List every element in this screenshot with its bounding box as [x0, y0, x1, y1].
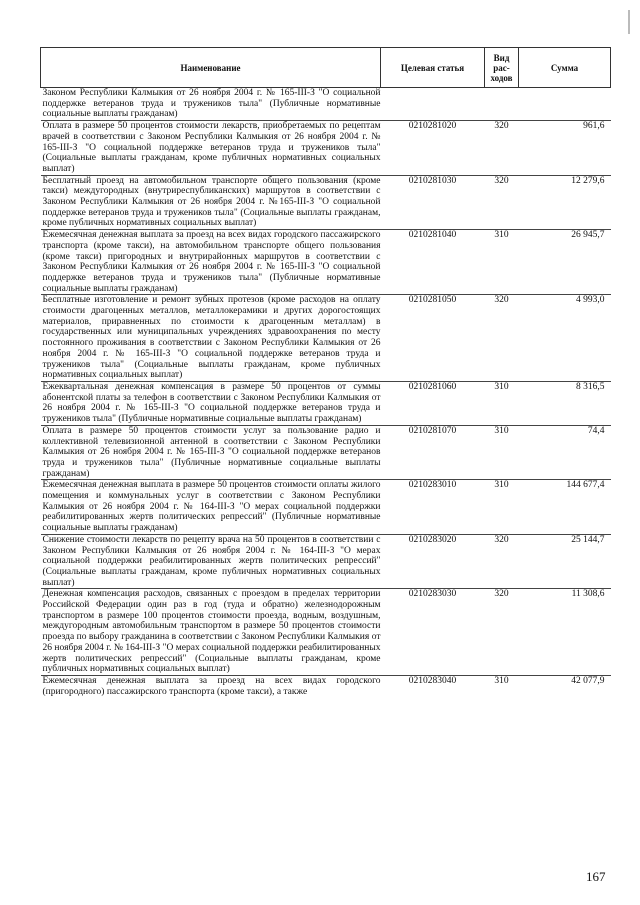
- table-row: [41, 534, 611, 589]
- row-name-cell: Бесплатный проезд на автомобильном транспорте общего пользования (кроме такси) междугородных (внутриреспубликанских) маршрутов в соответствии с Законом Республики Калмыкия от 26 ноября 2004 г. №165-III-З "О социальной поддержке ветеранов труда и тружеников тыла" (Социальные выплаты гражданам, кроме публичных нормативных социальных выплат): [42, 175, 381, 229]
- table-row: [41, 88, 611, 121]
- row-code-cell: 0210283010: [381, 480, 485, 535]
- table-row: [41, 295, 611, 382]
- row-name-cell: Оплата в размере 50 процентов стоимости услуг за пользование радио и коллективной телевизионной антенной в соответствии с Законом Республики Калмыкия от 26 ноября 2004 г. № 165-III-З "О социальной поддержке ветеранов труда и тружеников тыла" (Публичные нормативные социальные выплаты гражданам): [42, 425, 381, 479]
- header-name: Наименование: [41, 48, 381, 88]
- table-row: [41, 589, 611, 676]
- budget-table-sheet: [40, 47, 610, 697]
- row-sum-cell: 25 144,7: [519, 534, 611, 589]
- row-type-cell: 320: [485, 295, 519, 382]
- row-code-cell: 0210281070: [381, 425, 485, 480]
- table-row: [41, 175, 611, 230]
- row-type-cell: 320: [485, 121, 519, 176]
- row-code-cell: [381, 88, 485, 121]
- row-name-cell: Ежеквартальная денежная компенсация в размере 50 процентов от суммы абонентской платы за телефон в соответствии с Законом Республики Калмыкия от 26 ноября 2004 г. № 165-III-З "О социальной поддержке ветеранов труда и тружеников тыла" (Публичные нормативные социальные выплаты гражданам): [42, 381, 381, 425]
- row-name-cell: Ежемесячная денежная выплата за проезд на всех видах городского пассажирского транспорта (кроме такси), на автомобильном транспорте общего пользования (кроме такси) пригородных и внутрирайонных маршрутов в соответствии с Законом Республики Калмыкия от 26 ноября 2004 г. № 165-III-З "О социальной поддержке ветеранов труда и тружеников тыла" (Публичные нормативные социальные выплаты гражданам): [42, 230, 381, 294]
- row-name-cell: Бесплатные изготовление и ремонт зубных протезов (кроме расходов на оплату стоимости драгоценных металлов, металлокерамики и других дорогостоящих материалов, приравненных по стоимости к драгоценным металлам) в государственных или муниципальных учреждениях здравоохранения по месту постоянного проживания в соответствии с Законом Республики Калмыкия от 26 ноября 2004 г. № 165-III-З "О социальной поддержке ветеранов труда и тружеников тыла" (Социальные выплаты гражданам, кроме публичных нормативных социальных выплат): [42, 295, 381, 381]
- row-name-cell: Законом Республики Калмыкия от 26 ноября 2004 г. № 165-III-З "О социальной поддержке ветеранов труда и тружеников тыла" (Публичные нормативные социальные выплаты гражданам): [42, 88, 381, 120]
- header-type: Вид рас-ходов: [485, 48, 519, 88]
- row-sum-cell: 26 945,7: [519, 230, 611, 295]
- row-type-cell: [485, 88, 519, 121]
- table-header-row: [41, 48, 611, 88]
- row-code-cell: 0210283030: [381, 589, 485, 676]
- table-row: [41, 381, 611, 425]
- row-sum-cell: 11 308,6: [519, 589, 611, 676]
- table-row: [41, 425, 611, 480]
- row-code-cell: 0210283040: [408, 675, 457, 686]
- budget-table: [40, 47, 611, 697]
- page-number: 167: [586, 869, 606, 884]
- row-sum-cell: 4 993,0: [519, 295, 611, 382]
- row-code-cell: 0210281040: [381, 230, 485, 295]
- row-name-cell: Оплата в размере 50 процентов стоимости лекарств, приобретаемых по рецептам врачей в соответствии с Законом Республики Калмыкия от 26 ноября 2004 г. № 165-III-З "О социальной поддержке ветеранов труда и тружеников тыла" (Социальные выплаты гражданам, кроме публичных нормативных социальных выплат): [42, 121, 381, 174]
- row-code-cell: 0210281050: [381, 295, 485, 382]
- row-type-cell: 310: [485, 230, 519, 295]
- table-row: [41, 480, 611, 535]
- row-name-cell: Снижение стоимости лекарств по рецепту врача на 50 процентов в соответствии с Законом Республики Калмыкия от 26 ноября 2004 г. № 164-III-З "О мерах социальной поддержки реабилитированных жертв политических репрессий" (Социальные выплаты гражданам, кроме публичных нормативных социальных выплат): [42, 534, 381, 588]
- row-code-cell: 0210281020: [381, 121, 485, 176]
- row-type-cell: 310: [494, 675, 509, 686]
- row-sum-cell: [519, 88, 611, 121]
- row-name-cell: Денежная компенсация расходов, связанных с проездом в пределах территории Российской Федерации один раз в год (туда и обратно) железнодорожным транспортом в размере 100 процентов стоимости проезда, водным, воздушным, междугородным автомобильным транспортом в размере 50 процентов стоимости проезда по выбору гражданина в соответствии с Законом Республики Калмыкия от 26 ноября 2004 г. № 164-III-З "О мерах социальной поддержки реабилитированных жертв политических репрессий" (Социальные выплаты гражданам, кроме публичных нормативных социальных выплат): [42, 589, 381, 675]
- row-name-cell: Ежемесячная денежная выплата в размере 50 процентов стоимости оплаты жилого помещения и коммунальных услуг в соответствии с Законом Республики Калмыкия от 26 ноября 2004 г. № 164-III-З "О мерах социальной поддержки реабилитированных жертв политических репрессий" (Публичные нормативные социальные выплаты гражданам): [42, 480, 381, 534]
- row-type-cell: 310: [485, 425, 519, 480]
- row-type-cell: 320: [485, 589, 519, 676]
- table-row: [41, 230, 611, 295]
- row-sum-cell: 42 077,9: [571, 675, 605, 686]
- row-type-cell: 320: [485, 175, 519, 230]
- row-name-cell: Ежемесячная денежная выплата за проезд на всех видах городского (пригородного) пассажирского транспорта (кроме такси), а также: [42, 675, 381, 697]
- table-row: [41, 121, 611, 176]
- header-code: Целевая статья: [381, 48, 485, 88]
- row-code-cell: 0210283020: [381, 534, 485, 589]
- row-code-cell: 0210281060: [381, 381, 485, 425]
- row-code-cell: 0210281030: [381, 175, 485, 230]
- row-type-cell: 310: [485, 381, 519, 425]
- row-sum-cell: 8 316,5: [519, 381, 611, 425]
- table-row: [41, 675, 611, 697]
- row-sum-cell: 144 677,4: [519, 480, 611, 535]
- row-sum-cell: 74,4: [519, 425, 611, 480]
- row-type-cell: 320: [485, 534, 519, 589]
- row-sum-cell: 961,6: [519, 121, 611, 176]
- row-sum-cell: 12 279,6: [519, 175, 611, 230]
- scan-edge-mark: [628, 10, 630, 34]
- header-sum: Сумма: [519, 48, 611, 88]
- row-type-cell: 310: [485, 480, 519, 535]
